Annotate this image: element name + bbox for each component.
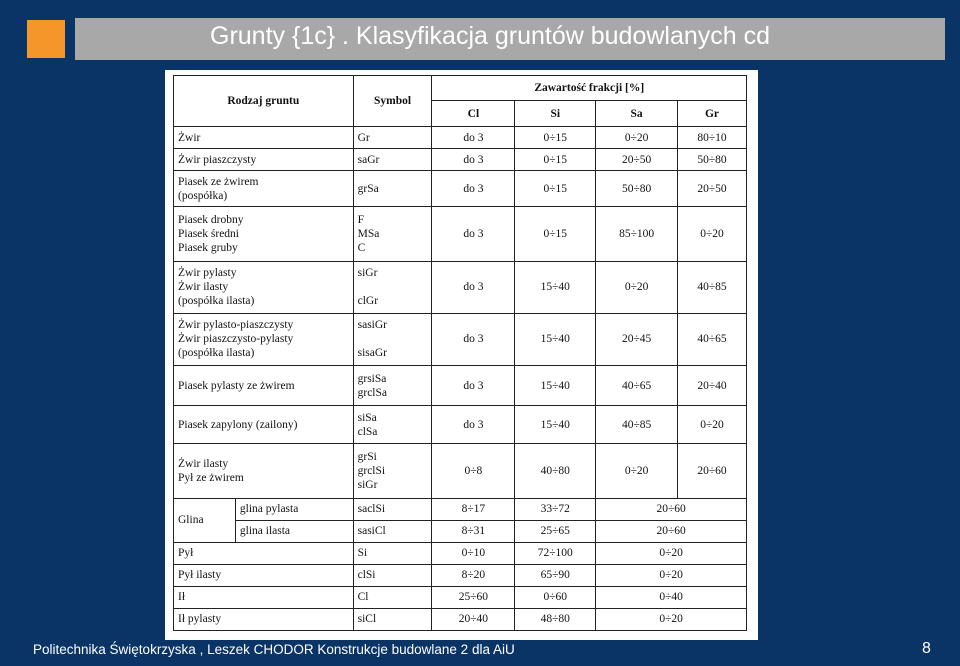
value-si: 0÷15 [515,127,596,149]
header-gr: Gr [678,101,747,127]
value-cl: do 3 [432,261,515,313]
soil-symbol: saclSi [353,498,432,520]
soil-name: Żwir pylasto-piaszczysty Żwir piaszczysto-pylasty (pospółka ilasta) [174,313,354,365]
table-row [174,520,747,542]
soil-symbol: siSa clSa [353,406,432,444]
soil-symbol: Gr [353,127,432,149]
value-si: 0÷15 [515,207,596,261]
table-row [174,313,747,365]
value-si: 15÷40 [515,313,596,365]
soil-name: Ił [174,586,354,608]
value-cl: do 3 [432,127,515,149]
soil-symbol: grSa [353,171,432,207]
value-cl: 8÷31 [432,520,515,542]
soil-name: Żwir [174,127,354,149]
soil-symbol: Cl [353,586,432,608]
value-sa-gr: 20÷60 [596,520,747,542]
table-row [174,171,747,207]
value-sa: 50÷80 [596,171,678,207]
glina-sub-name: glina pylasta [235,498,353,520]
value-cl: 0÷10 [432,542,515,564]
value-sa-gr: 0÷20 [596,608,747,630]
soil-name: Piasek pylasty ze żwirem [174,365,354,405]
value-gr: 20÷40 [678,365,747,405]
value-si: 15÷40 [515,261,596,313]
value-cl: 8÷17 [432,498,515,520]
soil-symbol: F MSa C [353,207,432,261]
soil-name: Pył ilasty [174,564,354,586]
soil-name: Żwir ilasty Pył ze żwirem [174,444,354,498]
soil-name: Pył [174,542,354,564]
value-cl: do 3 [432,149,515,171]
value-sa: 20÷50 [596,149,678,171]
value-sa: 0÷20 [596,127,678,149]
soil-symbol: sasiCl [353,520,432,542]
value-gr: 0÷20 [678,207,747,261]
soil-symbol: clSi [353,564,432,586]
value-si: 15÷40 [515,365,596,405]
soil-classification-table [173,75,747,631]
table-row [174,127,747,149]
slide-title: Grunty {1c} . Klasyfikacja gruntów budowlanych cd [210,22,771,50]
value-si: 40÷80 [515,444,596,498]
soil-name: Żwir piaszczysty [174,149,354,171]
value-gr: 20÷60 [678,444,747,498]
soil-symbol: siGr clGr [353,261,432,313]
value-cl: 0÷8 [432,444,515,498]
value-sa-gr: 0÷40 [596,586,747,608]
value-sa: 40÷85 [596,406,678,444]
glina-sub-name: glina ilasta [235,520,353,542]
header-zawartosc: Zawartość frakcji [%] [432,76,747,101]
soil-name: Piasek drobny Piasek średni Piasek gruby [174,207,354,261]
value-si: 15÷40 [515,406,596,444]
value-cl: 25÷60 [432,586,515,608]
value-cl: 8÷20 [432,564,515,586]
value-si: 48÷80 [515,608,596,630]
value-cl: 20÷40 [432,608,515,630]
header-rodzaj: Rodzaj gruntu [174,76,354,127]
table-row [174,365,747,405]
footer-text: Politechnika Świętokrzyska , Leszek CHODOR Konstrukcje budowlane 2 dla AiU [33,642,515,657]
soil-symbol: siCl [353,608,432,630]
table-row [174,564,747,586]
header-sa: Sa [596,101,678,127]
soil-name: Piasek ze żwirem (pospółka) [174,171,354,207]
value-sa: 40÷65 [596,365,678,405]
header-si: Si [515,101,596,127]
value-si: 72÷100 [515,542,596,564]
soil-symbol: sasiGr sisaGr [353,313,432,365]
table-row [174,608,747,630]
soil-name: Żwir pylasty Żwir ilasty (pospółka ilasta) [174,261,354,313]
value-cl: do 3 [432,207,515,261]
value-sa-gr: 0÷20 [596,564,747,586]
header-symbol: Symbol [353,76,432,127]
table-row [174,406,747,444]
value-si: 33÷72 [515,498,596,520]
header-cl: Cl [432,101,515,127]
table-row [174,498,747,520]
value-si: 0÷60 [515,586,596,608]
value-cl: do 3 [432,365,515,405]
soil-name: Piasek zapylony (zailony) [174,406,354,444]
value-gr: 50÷80 [678,149,747,171]
soil-symbol: grsiSa grclSa [353,365,432,405]
value-sa-gr: 0÷20 [596,542,747,564]
value-cl: do 3 [432,406,515,444]
value-gr: 80÷10 [678,127,747,149]
accent-square [27,20,65,58]
value-cl: do 3 [432,313,515,365]
value-si: 25÷65 [515,520,596,542]
value-sa: 20÷45 [596,313,678,365]
table-row [174,149,747,171]
table-row [174,444,747,498]
soil-symbol: Si [353,542,432,564]
scanned-table-image [165,70,758,640]
table-row [174,261,747,313]
value-gr: 40÷85 [678,261,747,313]
table-row [174,586,747,608]
table-row [174,542,747,564]
table-row [174,207,747,261]
value-si: 0÷15 [515,171,596,207]
value-sa: 0÷20 [596,444,678,498]
value-si: 65÷90 [515,564,596,586]
value-sa-gr: 20÷60 [596,498,747,520]
soil-symbol: saGr [353,149,432,171]
soil-name: Ił pylasty [174,608,354,630]
value-cl: do 3 [432,171,515,207]
value-sa: 85÷100 [596,207,678,261]
value-gr: 40÷65 [678,313,747,365]
value-sa: 0÷20 [596,261,678,313]
value-si: 0÷15 [515,149,596,171]
value-gr: 20÷50 [678,171,747,207]
soil-symbol: grSi grclSi siGr [353,444,432,498]
glina-label: Glina [174,498,236,542]
page-number: 8 [922,640,931,657]
value-gr: 0÷20 [678,406,747,444]
